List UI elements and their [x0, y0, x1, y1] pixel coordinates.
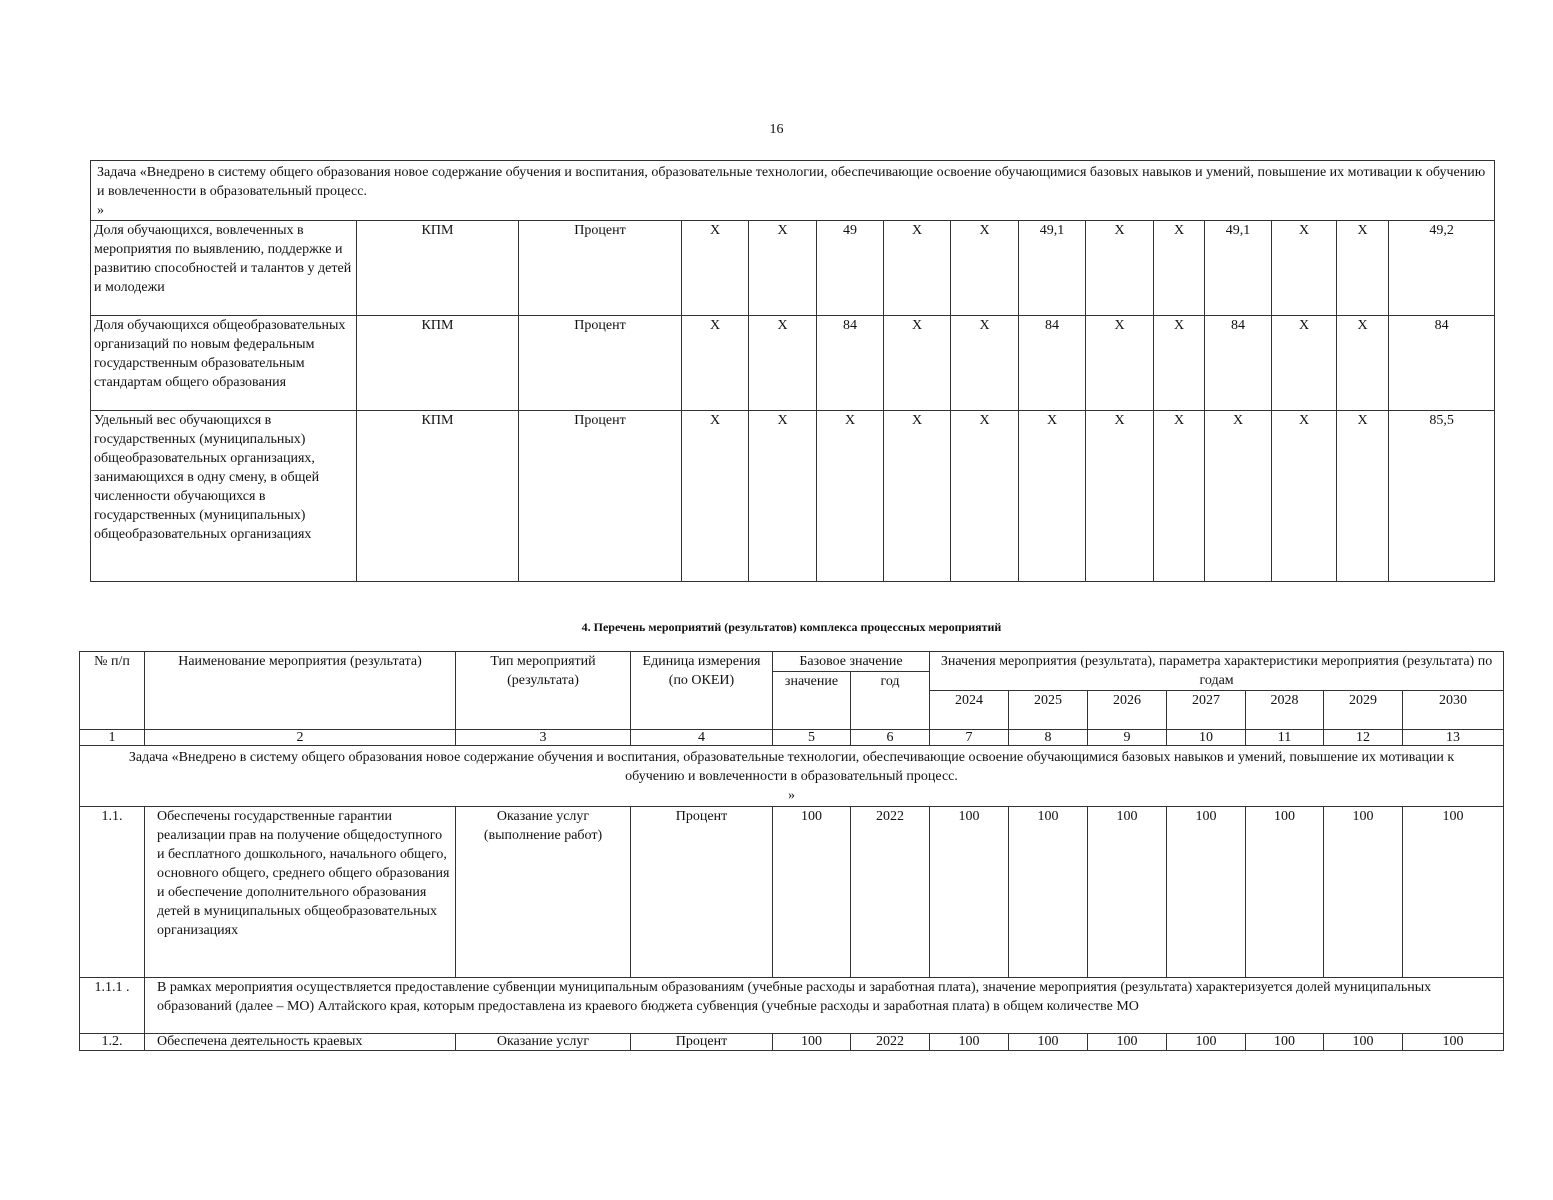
indicator-unit: Процент [519, 316, 682, 411]
column-number: 9 [1088, 730, 1167, 746]
measure-name: Обеспечены государственные гарантии реализации прав на получение общедоступного и бесплатного дошкольного, начального общего, основного общего, среднего общего образования и обеспечение дополнительного образования детей в муниципальных общеобразовательных организациях [145, 807, 456, 978]
note-row [80, 978, 1504, 1034]
year-value: 100 [930, 1034, 1009, 1051]
header-year: 2024 [930, 691, 1009, 730]
value-cell: 49,1 [1205, 221, 1272, 316]
section-title: 4. Перечень мероприятий (результатов) комплекса процессных мероприятий [581, 620, 1002, 634]
indicators-table [90, 160, 1495, 582]
value-cell: X [1154, 316, 1205, 411]
year-value: 100 [1088, 807, 1167, 978]
year-value: 100 [1403, 1034, 1504, 1051]
value-cell: 84 [1389, 316, 1495, 411]
indicator-name: Удельный вес обучающихся в государственных (муниципальных) общеобразовательных организациях, занимающихся в одну смену, в общей численности обучающихся в государственных (муниципальных) общеобразовательных организациях [91, 411, 357, 582]
value-cell: 84 [1019, 316, 1086, 411]
indicator-type: КПМ [357, 221, 519, 316]
task-cell [91, 161, 1495, 221]
year-value: 100 [1324, 807, 1403, 978]
value-cell: X [749, 411, 817, 582]
value-cell: X [951, 316, 1019, 411]
task-close: » [97, 203, 104, 218]
indicator-name: Доля обучающихся, вовлеченных в мероприятия по выявлению, поддержке и развитию способностей и талантов у детей и молодежи [91, 221, 357, 316]
indicator-type: КПМ [357, 316, 519, 411]
measures-table [79, 651, 1504, 1051]
year-value: 100 [930, 807, 1009, 978]
task-row [80, 746, 1504, 807]
table-row [91, 316, 1495, 411]
indicator-name: Доля обучающихся общеобразовательных организаций по новым федеральным государственным образовательным стандартам общего образования [91, 316, 357, 411]
column-numbers-row [80, 730, 1504, 746]
year-value: 100 [1324, 1034, 1403, 1051]
header-year: 2029 [1324, 691, 1403, 730]
value-cell: 85,5 [1389, 411, 1495, 582]
year-value: 100 [1246, 1034, 1324, 1051]
indicator-unit: Процент [519, 221, 682, 316]
value-cell: X [1086, 316, 1154, 411]
indicator-unit: Процент [519, 411, 682, 582]
value-cell: X [1205, 411, 1272, 582]
value-cell: X [1337, 411, 1389, 582]
column-number: 12 [1324, 730, 1403, 746]
year-value: 100 [1009, 1034, 1088, 1051]
indicator-type: КПМ [357, 411, 519, 582]
value-cell: X [1272, 411, 1337, 582]
value-cell: 49,1 [1019, 221, 1086, 316]
year-value: 100 [1403, 807, 1504, 978]
column-number: 2 [145, 730, 456, 746]
task-cell [80, 746, 1504, 807]
value-cell: X [1086, 221, 1154, 316]
header-name: Наименование мероприятия (результата) [145, 652, 456, 730]
year-value: 100 [1167, 807, 1246, 978]
header-year: 2030 [1403, 691, 1504, 730]
task-text: Задача «Внедрено в систему общего образования новое содержание обучения и воспитания, образовательные технологии, обеспечивающие освоение обучающимися базовых навыков и умений, повышение их мотивации к обучению и вовлеченности в образовательный процесс. [97, 165, 1486, 199]
year-value: 100 [1167, 1034, 1246, 1051]
value-cell: 84 [817, 316, 884, 411]
task-text: Задача «Внедрено в систему общего образования новое содержание обучения и воспитания, образовательные технологии, обеспечивающие освоение обучающимися базовых навыков и умений, повышение их мотивации к обучению и вовлеченности в образовательный процесс. [128, 750, 1455, 784]
value-cell: 84 [1205, 316, 1272, 411]
header-num: № п/п [80, 652, 145, 730]
column-number: 1 [80, 730, 145, 746]
value-cell: 49,2 [1389, 221, 1495, 316]
measure-type: Оказание услуг [456, 1034, 631, 1051]
value-cell: X [951, 411, 1019, 582]
value-cell: X [682, 316, 749, 411]
value-cell: X [1086, 411, 1154, 582]
value-cell: X [1337, 316, 1389, 411]
header-year: 2028 [1246, 691, 1324, 730]
header-year: 2027 [1167, 691, 1246, 730]
measure-unit: Процент [631, 807, 773, 978]
value-cell: X [1154, 221, 1205, 316]
value-cell: X [1272, 221, 1337, 316]
measure-type: Оказание услуг (выполнение работ) [456, 807, 631, 978]
note-text: В рамках мероприятия осуществляется предоставление субвенции муниципальным образованиям (учебные расходы и заработная плата), значение мероприятия (результата) характеризуется долей муниципальных образований (далее – МО) Алтайского края, которым предоставлена из краевого бюджета субвенция (учебные расходы и заработная плата) в общем количестве МО [145, 978, 1504, 1034]
base-value: 100 [773, 1034, 851, 1051]
value-cell: X [1019, 411, 1086, 582]
value-cell: X [951, 221, 1019, 316]
column-number: 7 [930, 730, 1009, 746]
value-cell: X [884, 316, 951, 411]
table-row [80, 1034, 1504, 1051]
note-number: 1.1.1 . [80, 978, 145, 1034]
value-cell: X [682, 411, 749, 582]
header-base: Базовое значение [773, 652, 930, 672]
header-year: 2025 [1009, 691, 1088, 730]
column-number: 3 [456, 730, 631, 746]
table-row [80, 807, 1504, 978]
header-row [80, 652, 1504, 672]
column-number: 4 [631, 730, 773, 746]
row-number: 1.2. [80, 1034, 145, 1051]
column-number: 11 [1246, 730, 1324, 746]
base-value: 100 [773, 807, 851, 978]
column-number: 13 [1403, 730, 1504, 746]
row-number: 1.1. [80, 807, 145, 978]
measure-name: Обеспечена деятельность краевых [145, 1034, 456, 1051]
value-cell: X [1337, 221, 1389, 316]
header-base-year: год [851, 672, 930, 730]
value-cell: X [884, 411, 951, 582]
table-row [91, 411, 1495, 582]
year-value: 100 [1246, 807, 1324, 978]
header-base-value: значение [773, 672, 851, 730]
header-values-by-year: Значения мероприятия (результата), параметра характеристики мероприятия (результата) по годам [930, 652, 1504, 691]
value-cell: X [1154, 411, 1205, 582]
value-cell: X [1272, 316, 1337, 411]
page-number: 16 [769, 122, 784, 137]
measure-unit: Процент [631, 1034, 773, 1051]
value-cell: X [682, 221, 749, 316]
year-value: 100 [1088, 1034, 1167, 1051]
value-cell: X [749, 316, 817, 411]
value-cell: X [817, 411, 884, 582]
header-year: 2026 [1088, 691, 1167, 730]
base-year: 2022 [851, 807, 930, 978]
header-unit: Единица измерения (по ОКЕИ) [631, 652, 773, 730]
header-type: Тип мероприятий (результата) [456, 652, 631, 730]
column-number: 8 [1009, 730, 1088, 746]
column-number: 10 [1167, 730, 1246, 746]
value-cell: X [884, 221, 951, 316]
base-year: 2022 [851, 1034, 930, 1051]
task-close: » [788, 788, 796, 803]
value-cell: X [749, 221, 817, 316]
value-cell: 49 [817, 221, 884, 316]
year-value: 100 [1009, 807, 1088, 978]
column-number: 6 [851, 730, 930, 746]
table-row [91, 221, 1495, 316]
column-number: 5 [773, 730, 851, 746]
